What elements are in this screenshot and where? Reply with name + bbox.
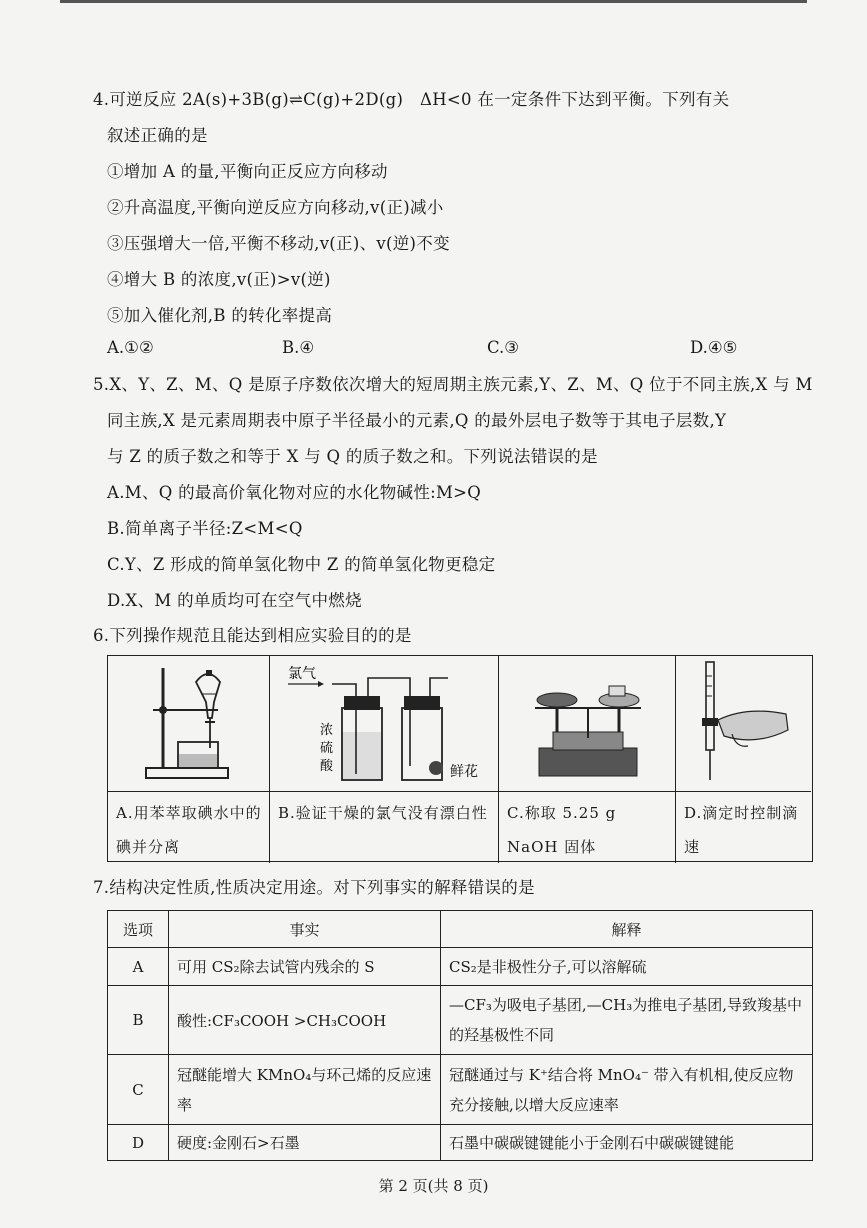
acid-label-1: 浓 [320, 723, 334, 738]
q6-caption-d: D.滴定时控制滴速 [684, 804, 799, 856]
q4-choice-a: A.①② [107, 338, 154, 357]
q7-header-fact: 事实 [169, 911, 441, 948]
q4-choice-d: D.④⑤ [690, 338, 738, 357]
q6-cell-b [270, 656, 499, 863]
q7-explanation-a: CS₂是非极性分子,可以溶解硫 [441, 948, 813, 986]
q6-caption-b: B.验证干燥的氯气没有漂白性 [278, 804, 488, 822]
q5-stem-line2: 同主族,X 是元素周期表中原子半径最小的元素,Q 的最外层电子数等于其电子层数,Y [107, 411, 727, 430]
q6-cell-d [676, 656, 811, 863]
q6-cell-a [108, 656, 270, 863]
q7-option-d: D [108, 1125, 169, 1161]
q6-stem: 6.下列操作规范且能达到相应实验目的的是 [93, 626, 412, 645]
separatory-funnel-figure [108, 656, 269, 792]
acid-label-2: 硫 [320, 741, 334, 756]
q4-item-1: ①增加 A 的量,平衡向正反应方向移动 [107, 162, 388, 181]
q4-stem-line1: 4.可逆反应 2A(s)+3B(g)⇌C(g)+2D(g) ΔH<0 在一定条件下达到平衡。下列有关 [93, 90, 730, 109]
q4-item-2: ②升高温度,平衡向逆反应方向移动,v(正)减小 [107, 198, 444, 217]
q7-option-a: A [108, 948, 169, 986]
q4-stem-line2: 叙述正确的是 [107, 126, 208, 145]
q7-explanation-d: 石墨中碳碳键键能小于金刚石中碳碳键键能 [441, 1125, 813, 1161]
q7-header-row [108, 911, 813, 948]
balance-figure [499, 656, 675, 792]
q7-option-c: C [108, 1055, 169, 1125]
q4-item-5: ⑤加入催化剂,B 的转化率提高 [107, 306, 333, 325]
q6-caption-a: A.用苯萃取碘水中的碘并分离 [116, 804, 262, 856]
q7-table [107, 910, 813, 1161]
top-rule [60, 0, 807, 3]
table-row [108, 1125, 813, 1161]
q7-explanation-c: 冠醚通过与 K⁺结合将 MnO₄⁻ 带入有机相,使反应物充分接触,以增大反应速率 [441, 1055, 813, 1125]
q7-header-option: 选项 [108, 911, 169, 948]
table-row [108, 948, 813, 986]
chlorine-label: 氯气 [288, 666, 316, 682]
burette-icon [676, 656, 809, 789]
q5-option-c: C.Y、Z 形成的简单氢化物中 Z 的简单氢化物更稳定 [107, 555, 496, 574]
q7-stem: 7.结构决定性质,性质决定用途。对下列事实的解释错误的是 [93, 878, 535, 897]
flower-label: 鲜花 [450, 764, 478, 780]
q7-option-b: B [108, 986, 169, 1055]
page-number-footer: 第 2 页(共 8 页) [378, 1177, 489, 1195]
acid-label-3: 酸 [320, 759, 334, 774]
q6-cell-c [499, 656, 676, 863]
q7-fact-b: 酸性:CF₃COOH >CH₃COOH [169, 986, 441, 1055]
burette-figure [676, 656, 811, 792]
balance-icon [499, 656, 674, 789]
gas-bottles-figure [270, 656, 498, 792]
table-row [108, 1055, 813, 1125]
q7-header-explanation: 解释 [441, 911, 813, 948]
separatory-funnel-icon [108, 656, 268, 789]
table-row [108, 986, 813, 1055]
q5-stem-line3: 与 Z 的质子数之和等于 X 与 Q 的质子数之和。下列说法错误的是 [107, 447, 598, 466]
wash-bottle-icon [270, 656, 497, 789]
q5-option-a: A.M、Q 的最高价氧化物对应的水化物碱性:M>Q [107, 483, 482, 502]
q4-choice-b: B.④ [282, 338, 315, 357]
q7-explanation-b: —CF₃为吸电子基团,—CH₃为推电子基团,导致羧基中的羟基极性不同 [441, 986, 813, 1055]
q7-fact-a: 可用 CS₂除去试管内残余的 S [169, 948, 441, 986]
q7-fact-c: 冠醚能增大 KMnO₄与环己烯的反应速率 [169, 1055, 441, 1125]
q5-option-b: B.简单离子半径:Z<M<Q [107, 519, 303, 538]
q7-fact-d: 硬度:金刚石>石墨 [169, 1125, 441, 1161]
q6-caption-c: C.称取 5.25 g NaOH 固体 [507, 804, 617, 856]
q5-stem-line1: 5.X、Y、Z、M、Q 是原子序数依次增大的短周期主族元素,Y、Z、M、Q 位于不同主族,X 与 M [93, 375, 813, 394]
q5-option-d: D.X、M 的单质均可在空气中燃烧 [107, 591, 362, 610]
q6-figure-table [107, 655, 813, 862]
q4-item-4: ④增大 B 的浓度,v(正)>v(逆) [107, 270, 331, 289]
q4-choice-c: C.③ [487, 338, 520, 357]
q4-item-3: ③压强增大一倍,平衡不移动,v(正)、v(逆)不变 [107, 234, 450, 253]
